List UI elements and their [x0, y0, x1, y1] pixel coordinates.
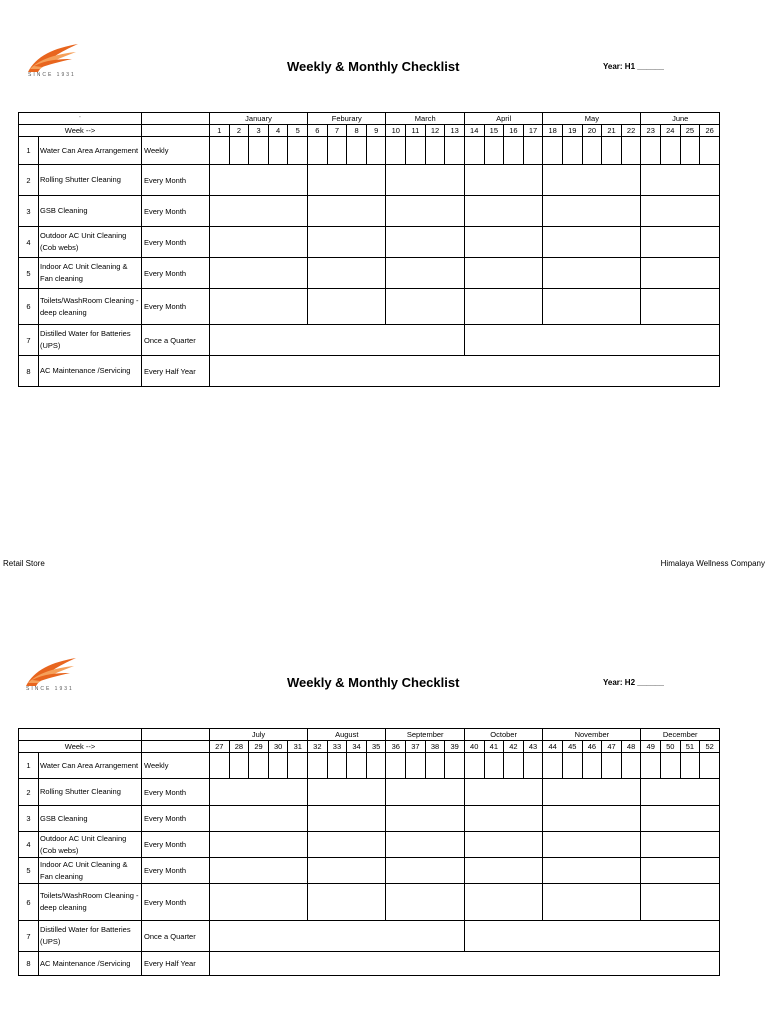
month-header: October — [464, 729, 542, 741]
task-frequency: Every Half Year — [142, 356, 210, 387]
check-cell[interactable] — [327, 753, 347, 779]
week-number: 12 — [425, 125, 445, 137]
month-check-cell[interactable] — [308, 258, 386, 289]
flame-logo-icon — [24, 42, 80, 74]
check-cell[interactable] — [386, 753, 406, 779]
month-check-cell[interactable] — [308, 289, 386, 325]
week-number: 20 — [582, 125, 602, 137]
check-cell[interactable] — [268, 753, 288, 779]
month-check-cell[interactable] — [464, 165, 542, 196]
task-number: 8 — [19, 356, 39, 387]
task-frequency: Every Month — [142, 227, 210, 258]
month-check-cell[interactable] — [210, 884, 308, 921]
check-cell[interactable] — [288, 137, 308, 165]
check-cell[interactable] — [347, 137, 367, 165]
check-cell[interactable] — [308, 137, 328, 165]
task-row — [19, 227, 720, 258]
check-cell[interactable] — [445, 753, 465, 779]
month-header: November — [543, 729, 641, 741]
task-name: Toilets/WashRoom Cleaning - deep cleaning — [39, 884, 142, 921]
task-number: 1 — [19, 137, 39, 165]
month-check-cell[interactable] — [386, 832, 464, 858]
task-name: GSB Cleaning — [39, 196, 142, 227]
check-cell[interactable] — [523, 137, 543, 165]
month-check-cell[interactable] — [543, 227, 641, 258]
check-cell[interactable] — [680, 753, 700, 779]
week-number: 51 — [680, 741, 700, 753]
note-mark: ' — [19, 113, 142, 125]
week-number: 22 — [621, 125, 641, 137]
check-cell[interactable] — [700, 753, 720, 779]
task-number: 7 — [19, 921, 39, 952]
month-check-cell[interactable] — [308, 779, 386, 806]
month-check-cell[interactable] — [210, 289, 308, 325]
month-header: April — [464, 113, 542, 125]
week-number: 19 — [562, 125, 582, 137]
month-check-cell[interactable] — [543, 779, 641, 806]
month-check-cell[interactable] — [464, 832, 542, 858]
task-name: Water Can Area Arrangement — [39, 137, 142, 165]
month-check-cell[interactable] — [543, 806, 641, 832]
week-number: 3 — [249, 125, 269, 137]
week-number: 1 — [210, 125, 230, 137]
month-check-cell[interactable] — [464, 258, 542, 289]
week-number: 11 — [406, 125, 426, 137]
week-number: 28 — [229, 741, 249, 753]
task-name: Indoor AC Unit Cleaning & Fan cleaning — [39, 858, 142, 884]
task-frequency: Every Month — [142, 779, 210, 806]
check-cell[interactable] — [484, 753, 504, 779]
check-cell[interactable] — [621, 753, 641, 779]
month-header: January — [210, 113, 308, 125]
task-number: 4 — [19, 832, 39, 858]
week-number: 21 — [602, 125, 622, 137]
week-number: 10 — [386, 125, 406, 137]
week-number: 13 — [445, 125, 465, 137]
month-check-cell[interactable] — [464, 196, 542, 227]
month-check-cell[interactable] — [386, 289, 464, 325]
quarter-check-cell[interactable] — [210, 325, 465, 356]
task-frequency: Every Month — [142, 165, 210, 196]
quarter-check-cell[interactable] — [464, 325, 719, 356]
task-row — [19, 196, 720, 227]
month-check-cell[interactable] — [543, 832, 641, 858]
year-label-h2: Year: H2 ______ — [603, 678, 664, 687]
month-check-cell[interactable] — [641, 227, 720, 258]
check-cell[interactable] — [621, 137, 641, 165]
task-frequency: Once a Quarter — [142, 921, 210, 952]
task-number: 7 — [19, 325, 39, 356]
check-cell[interactable] — [661, 753, 681, 779]
week-number: 41 — [484, 741, 504, 753]
check-cell[interactable] — [425, 137, 445, 165]
month-check-cell[interactable] — [641, 832, 720, 858]
week-number: 17 — [523, 125, 543, 137]
task-frequency: Once a Quarter — [142, 325, 210, 356]
check-cell[interactable] — [229, 753, 249, 779]
task-row — [19, 753, 720, 779]
check-cell[interactable] — [641, 753, 661, 779]
month-header: May — [543, 113, 641, 125]
month-check-cell[interactable] — [464, 858, 542, 884]
month-check-cell[interactable] — [386, 806, 464, 832]
month-check-cell[interactable] — [210, 258, 308, 289]
month-header: December — [641, 729, 720, 741]
check-cell[interactable] — [484, 137, 504, 165]
task-name: GSB Cleaning — [39, 806, 142, 832]
task-frequency: Every Month — [142, 258, 210, 289]
logo-tagline: SINCE 1931 — [28, 72, 76, 78]
task-frequency: Every Month — [142, 832, 210, 858]
task-row — [19, 289, 720, 325]
week-number-row — [19, 741, 720, 753]
check-cell[interactable] — [562, 753, 582, 779]
check-cell[interactable] — [523, 753, 543, 779]
month-check-cell[interactable] — [641, 289, 720, 325]
task-frequency: Every Month — [142, 858, 210, 884]
half-year-check-cell[interactable] — [210, 356, 720, 387]
check-cell[interactable] — [582, 137, 602, 165]
month-check-cell[interactable] — [308, 227, 386, 258]
week-number: 50 — [661, 741, 681, 753]
check-cell[interactable] — [602, 753, 622, 779]
check-cell[interactable] — [249, 137, 269, 165]
month-check-cell[interactable] — [308, 858, 386, 884]
week-number: 18 — [543, 125, 563, 137]
week-number: 8 — [347, 125, 367, 137]
week-number-row — [19, 125, 720, 137]
company-logo — [22, 656, 78, 696]
month-check-cell[interactable] — [543, 165, 641, 196]
task-number: 3 — [19, 806, 39, 832]
month-check-cell[interactable] — [543, 289, 641, 325]
task-row — [19, 884, 720, 921]
check-cell[interactable] — [543, 753, 563, 779]
footer-left: Retail Store — [3, 559, 45, 568]
week-number: 25 — [680, 125, 700, 137]
task-name: Water Can Area Arrangement — [39, 753, 142, 779]
week-number: 48 — [621, 741, 641, 753]
task-frequency: Every Month — [142, 806, 210, 832]
month-check-cell[interactable] — [210, 196, 308, 227]
task-frequency: Every Month — [142, 196, 210, 227]
task-name: Toilets/WashRoom Cleaning - deep cleaning — [39, 289, 142, 325]
week-header: Week --> — [19, 125, 142, 137]
company-logo — [24, 42, 80, 82]
task-number: 1 — [19, 753, 39, 779]
month-check-cell[interactable] — [641, 258, 720, 289]
month-check-cell[interactable] — [641, 196, 720, 227]
month-header: June — [641, 113, 720, 125]
task-name: Indoor AC Unit Cleaning & Fan cleaning — [39, 258, 142, 289]
month-check-cell[interactable] — [543, 258, 641, 289]
check-cell[interactable] — [327, 137, 347, 165]
task-frequency: Weekly — [142, 137, 210, 165]
week-number: 40 — [464, 741, 484, 753]
month-header: August — [308, 729, 386, 741]
task-name: Outdoor AC Unit Cleaning (Cob webs) — [39, 832, 142, 858]
month-check-cell[interactable] — [641, 806, 720, 832]
task-number: 8 — [19, 952, 39, 976]
week-number: 2 — [229, 125, 249, 137]
check-cell[interactable] — [602, 137, 622, 165]
week-number: 52 — [700, 741, 720, 753]
month-check-cell[interactable] — [386, 779, 464, 806]
week-number: 36 — [386, 741, 406, 753]
task-name: AC Maintenance /Servicing — [39, 356, 142, 387]
week-number: 38 — [425, 741, 445, 753]
month-check-cell[interactable] — [308, 806, 386, 832]
task-frequency: Every Half Year — [142, 952, 210, 976]
check-cell[interactable] — [504, 753, 524, 779]
week-header: Week --> — [19, 741, 142, 753]
week-number: 49 — [641, 741, 661, 753]
month-check-cell[interactable] — [543, 884, 641, 921]
check-cell[interactable] — [406, 753, 426, 779]
month-check-cell[interactable] — [464, 289, 542, 325]
month-check-cell[interactable] — [641, 779, 720, 806]
task-row — [19, 779, 720, 806]
check-cell[interactable] — [425, 753, 445, 779]
week-number: 34 — [347, 741, 367, 753]
week-number: 45 — [562, 741, 582, 753]
week-number: 4 — [268, 125, 288, 137]
check-cell[interactable] — [680, 137, 700, 165]
month-check-cell[interactable] — [210, 779, 308, 806]
task-row — [19, 325, 720, 356]
week-number: 29 — [249, 741, 269, 753]
task-row — [19, 258, 720, 289]
check-cell[interactable] — [543, 137, 563, 165]
month-check-cell[interactable] — [386, 196, 464, 227]
week-number: 27 — [210, 741, 230, 753]
week-number: 14 — [464, 125, 484, 137]
week-number: 9 — [366, 125, 386, 137]
week-number: 39 — [445, 741, 465, 753]
week-number: 15 — [484, 125, 504, 137]
footer-right: Himalaya Wellness Company — [660, 559, 765, 568]
check-cell[interactable] — [229, 137, 249, 165]
month-check-cell[interactable] — [641, 165, 720, 196]
week-number: 35 — [366, 741, 386, 753]
check-cell[interactable] — [464, 753, 484, 779]
task-number: 2 — [19, 779, 39, 806]
task-name: AC Maintenance /Servicing — [39, 952, 142, 976]
task-row — [19, 356, 720, 387]
check-cell[interactable] — [582, 753, 602, 779]
task-frequency: Every Month — [142, 289, 210, 325]
task-row — [19, 165, 720, 196]
month-check-cell[interactable] — [386, 884, 464, 921]
task-number: 5 — [19, 258, 39, 289]
quarter-check-cell[interactable] — [210, 921, 465, 952]
week-number: 47 — [602, 741, 622, 753]
month-check-cell[interactable] — [308, 196, 386, 227]
quarter-check-cell[interactable] — [464, 921, 719, 952]
month-header: September — [386, 729, 464, 741]
task-frequency: Weekly — [142, 753, 210, 779]
month-check-cell[interactable] — [543, 196, 641, 227]
month-check-cell[interactable] — [464, 884, 542, 921]
month-check-cell[interactable] — [386, 858, 464, 884]
week-number: 5 — [288, 125, 308, 137]
check-cell[interactable] — [347, 753, 367, 779]
check-cell[interactable] — [464, 137, 484, 165]
check-cell[interactable] — [661, 137, 681, 165]
task-number: 3 — [19, 196, 39, 227]
check-cell[interactable] — [249, 753, 269, 779]
check-cell[interactable] — [445, 137, 465, 165]
month-check-cell[interactable] — [210, 165, 308, 196]
week-number: 6 — [308, 125, 328, 137]
logo-tagline: SINCE 1931 — [26, 686, 74, 692]
month-check-cell[interactable] — [210, 832, 308, 858]
check-cell[interactable] — [504, 137, 524, 165]
check-cell[interactable] — [562, 137, 582, 165]
task-name: Distilled Water for Batteries (UPS) — [39, 921, 142, 952]
month-header-row — [19, 729, 720, 741]
check-cell[interactable] — [406, 137, 426, 165]
page-title: Weekly & Monthly Checklist — [287, 59, 460, 74]
week-number: 46 — [582, 741, 602, 753]
check-cell[interactable] — [366, 137, 386, 165]
week-number: 16 — [504, 125, 524, 137]
week-number: 37 — [406, 741, 426, 753]
check-cell[interactable] — [366, 753, 386, 779]
week-number: 31 — [288, 741, 308, 753]
month-check-cell[interactable] — [308, 884, 386, 921]
month-check-cell[interactable] — [386, 227, 464, 258]
week-number: 44 — [543, 741, 563, 753]
task-number: 4 — [19, 227, 39, 258]
task-name: Rolling Shutter Cleaning — [39, 779, 142, 806]
week-number: 26 — [700, 125, 720, 137]
task-row — [19, 806, 720, 832]
week-number: 32 — [308, 741, 328, 753]
month-header: March — [386, 113, 464, 125]
month-check-cell[interactable] — [210, 227, 308, 258]
task-name: Distilled Water for Batteries (UPS) — [39, 325, 142, 356]
task-frequency: Every Month — [142, 884, 210, 921]
check-cell[interactable] — [210, 753, 230, 779]
month-header: Feburary — [308, 113, 386, 125]
month-check-cell[interactable] — [641, 884, 720, 921]
task-row — [19, 832, 720, 858]
check-cell[interactable] — [308, 753, 328, 779]
week-number: 7 — [327, 125, 347, 137]
task-name: Outdoor AC Unit Cleaning (Cob webs) — [39, 227, 142, 258]
month-check-cell[interactable] — [641, 858, 720, 884]
month-check-cell[interactable] — [543, 858, 641, 884]
week-number: 23 — [641, 125, 661, 137]
week-number: 33 — [327, 741, 347, 753]
month-header-row — [19, 113, 720, 125]
year-label-h1: Year: H1 ______ — [603, 62, 664, 71]
month-header: July — [210, 729, 308, 741]
month-check-cell[interactable] — [464, 227, 542, 258]
month-check-cell[interactable] — [386, 165, 464, 196]
week-number: 42 — [504, 741, 524, 753]
task-row — [19, 952, 720, 976]
task-name: Rolling Shutter Cleaning — [39, 165, 142, 196]
month-check-cell[interactable] — [210, 806, 308, 832]
check-cell[interactable] — [386, 137, 406, 165]
month-check-cell[interactable] — [464, 779, 542, 806]
week-number: 30 — [268, 741, 288, 753]
task-number: 6 — [19, 289, 39, 325]
week-number: 24 — [661, 125, 681, 137]
month-check-cell[interactable] — [308, 165, 386, 196]
flame-logo-icon — [22, 656, 78, 688]
task-row — [19, 137, 720, 165]
check-cell[interactable] — [641, 137, 661, 165]
check-cell[interactable] — [210, 137, 230, 165]
month-check-cell[interactable] — [464, 806, 542, 832]
page-title: Weekly & Monthly Checklist — [287, 675, 460, 690]
month-check-cell[interactable] — [386, 258, 464, 289]
task-number: 2 — [19, 165, 39, 196]
checklist-table-h1 — [18, 112, 720, 387]
half-year-check-cell[interactable] — [210, 952, 720, 976]
month-check-cell[interactable] — [308, 832, 386, 858]
task-number: 6 — [19, 884, 39, 921]
task-number: 5 — [19, 858, 39, 884]
month-check-cell[interactable] — [210, 858, 308, 884]
checklist-table-h2 — [18, 728, 720, 976]
week-number: 43 — [523, 741, 543, 753]
check-cell[interactable] — [268, 137, 288, 165]
check-cell[interactable] — [700, 137, 720, 165]
task-row — [19, 858, 720, 884]
check-cell[interactable] — [288, 753, 308, 779]
task-row — [19, 921, 720, 952]
